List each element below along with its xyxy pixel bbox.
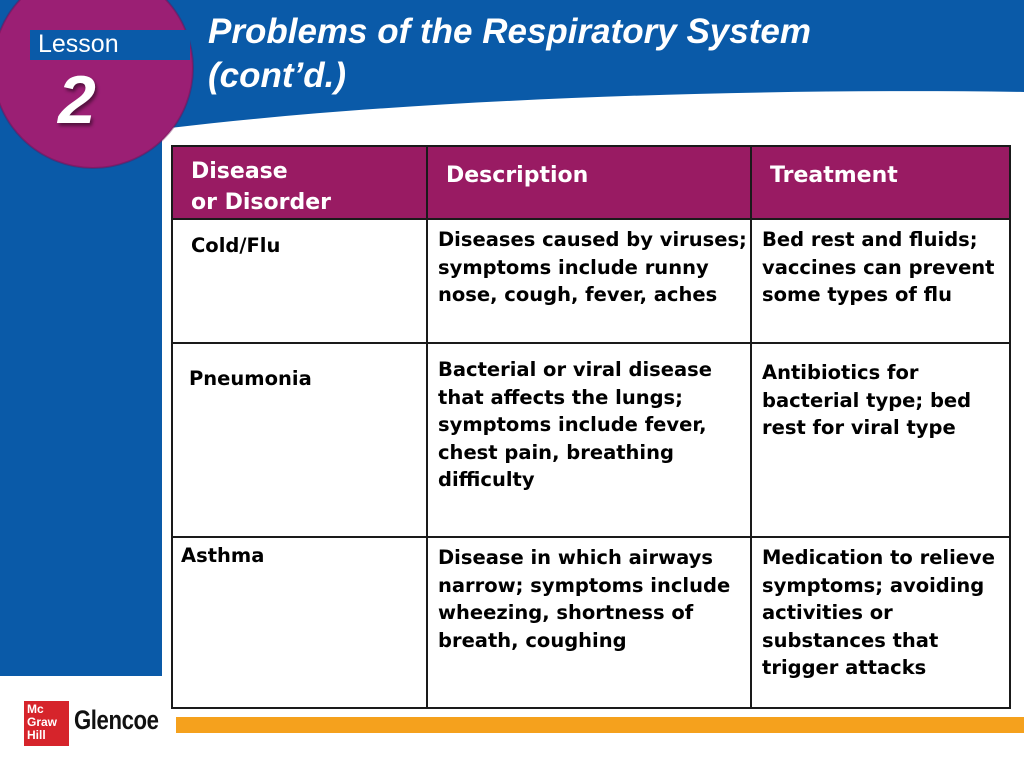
glencoe-logo: Glencoe (74, 705, 159, 735)
lesson-number: 2 (58, 62, 96, 138)
slide-title-line1: Problems of the Respiratory System (208, 12, 811, 51)
treatment-cell: Antibiotics for bacterial type; bed rest for viral type (751, 343, 1010, 537)
footer-orange-bar (176, 717, 1024, 733)
table-header-row (172, 146, 1010, 219)
header-description: Description (427, 146, 751, 219)
header-disease (172, 146, 427, 219)
header-disease-line2: or Disorder (191, 190, 332, 215)
treatment-cell: Bed rest and fluids; vaccines can prevent some types of flu (751, 219, 1010, 343)
slide-title-line2: (cont’d.) (208, 56, 347, 95)
slide-title (208, 10, 1008, 98)
table-row (172, 537, 1010, 708)
lesson-label: Lesson (38, 30, 119, 58)
description-cell: Disease in which airways narrow; symptoms include wheezing, shortness of breath, coughing (427, 537, 751, 708)
description-cell: Diseases caused by viruses; symptoms include runny nose, cough, fever, aches (427, 219, 751, 343)
disease-cell: Pneumonia (172, 343, 427, 537)
table-row (172, 343, 1010, 537)
disease-cell: Asthma (172, 537, 427, 708)
description-cell: Bacterial or viral disease that affects the lungs; symptoms include fever, chest pain, breathing difficulty (427, 343, 751, 537)
disease-table (171, 145, 1011, 709)
header-treatment: Treatment (751, 146, 1010, 219)
disease-table-wrapper (171, 145, 1009, 709)
disease-cell: Cold/Flu (172, 219, 427, 343)
lesson-circle (0, 0, 193, 168)
mcgraw-hill-logo: Mc Graw Hill (24, 701, 69, 746)
table-row (172, 219, 1010, 343)
header-disease-line1: Disease (191, 159, 288, 184)
treatment-cell: Medication to relieve symptoms; avoiding activities or substances that trigger attacks (751, 537, 1010, 708)
